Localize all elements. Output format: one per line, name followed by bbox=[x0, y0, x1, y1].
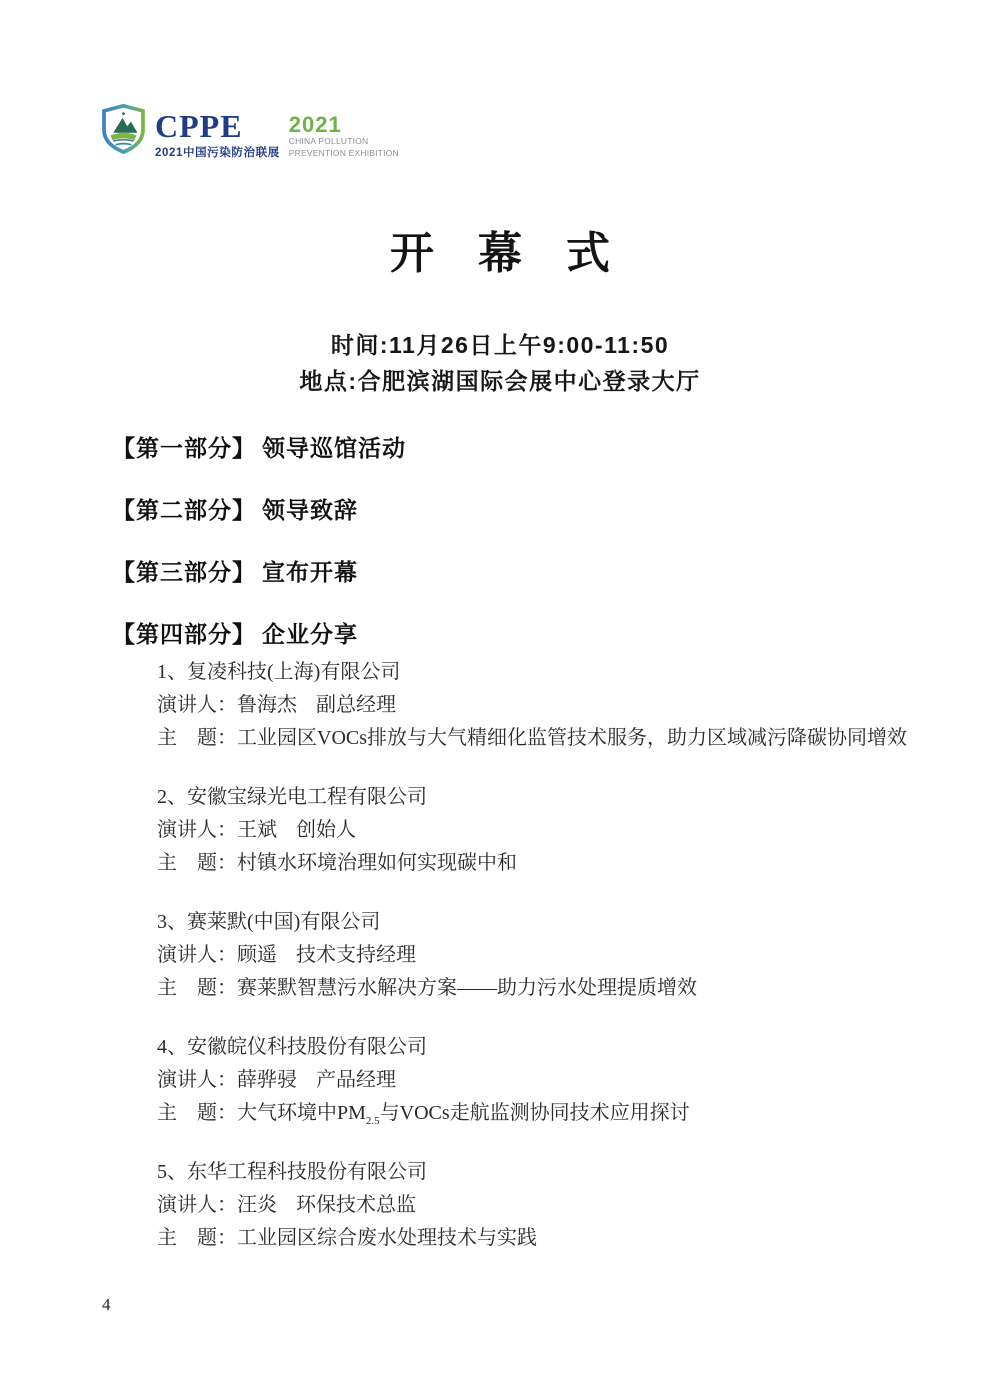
speaker-label: 演讲人： bbox=[157, 819, 237, 841]
agenda-item-1 bbox=[157, 656, 947, 763]
speaker-label: 演讲人： bbox=[157, 1194, 237, 1216]
agenda-item-4 bbox=[157, 1031, 947, 1138]
topic-line bbox=[157, 1097, 947, 1138]
section-part3-label: 【第三部分】 bbox=[112, 559, 256, 585]
speaker-name: 薛骅骎 bbox=[237, 1069, 297, 1091]
speaker-role: 副总经理 bbox=[316, 694, 396, 716]
speaker-label: 演讲人： bbox=[157, 944, 237, 966]
topic-label: 主 题： bbox=[157, 852, 237, 874]
section-part2-title: 领导致辞 bbox=[262, 497, 358, 523]
event-time: 时间:11月26日上午9:00-11:50 bbox=[330, 332, 670, 358]
speaker-label: 演讲人： bbox=[157, 1069, 237, 1091]
speaker-name: 汪炎 bbox=[237, 1194, 277, 1216]
speaker-role: 环保技术总监 bbox=[296, 1194, 416, 1216]
section-part1 bbox=[112, 430, 406, 463]
speaker-name: 王斌 bbox=[237, 819, 277, 841]
topic-text: 村镇水环境治理如何实现碳中和 bbox=[237, 852, 517, 874]
logo-en-line2: PREVENTION EXHIBITION bbox=[288, 147, 399, 158]
company-line bbox=[157, 906, 947, 939]
speaker-line bbox=[157, 814, 947, 847]
speaker-line bbox=[157, 1189, 947, 1222]
cppe-shield-icon bbox=[100, 103, 147, 155]
event-place: 地点:合肥滨湖国际会展中心登录大厅 bbox=[299, 368, 701, 394]
page-number: 4 bbox=[102, 1295, 111, 1314]
cppe-logo bbox=[100, 100, 399, 160]
topic-text: 工业园区VOCs排放与大气精细化监管技术服务，助力区域减污降碳协同增效 bbox=[237, 727, 908, 749]
topic-label: 主 题： bbox=[157, 977, 237, 999]
section-part3 bbox=[112, 554, 358, 587]
speaker-line bbox=[157, 1064, 947, 1097]
company-name: 安徽宝绿光电工程有限公司 bbox=[187, 786, 427, 808]
speaker-label: 演讲人： bbox=[157, 694, 237, 716]
company-name: 复凌科技(上海)有限公司 bbox=[187, 661, 401, 683]
speaker-line bbox=[157, 689, 947, 722]
speaker-role: 产品经理 bbox=[316, 1069, 396, 1091]
section-part1-title: 领导巡馆活动 bbox=[262, 435, 406, 461]
speaker-role: 技术支持经理 bbox=[296, 944, 416, 966]
item-number: 5、 bbox=[157, 1161, 187, 1183]
topic-subscript: 2.5 bbox=[365, 1115, 380, 1127]
topic-text-cont: 与VOCs走航监测协同技术应用探讨 bbox=[379, 1102, 690, 1124]
company-name: 赛莱默(中国)有限公司 bbox=[187, 911, 381, 933]
page-title: 开幕式 bbox=[390, 229, 654, 278]
item-number: 1、 bbox=[157, 661, 187, 683]
speaker-name: 顾遥 bbox=[237, 944, 277, 966]
company-name: 东华工程科技股份有限公司 bbox=[187, 1161, 427, 1183]
company-line bbox=[157, 781, 947, 814]
company-line bbox=[157, 1156, 947, 1189]
item-number: 3、 bbox=[157, 911, 187, 933]
item-number: 2、 bbox=[157, 786, 187, 808]
speaker-line bbox=[157, 939, 947, 972]
item-number: 4、 bbox=[157, 1036, 187, 1058]
topic-text: 赛莱默智慧污水解决方案——助力污水处理提质增效 bbox=[237, 977, 697, 999]
topic-label: 主 题： bbox=[157, 1227, 237, 1249]
section-part1-label: 【第一部分】 bbox=[112, 435, 256, 461]
topic-label: 主 题： bbox=[157, 1102, 237, 1124]
topic-label: 主 题： bbox=[157, 727, 237, 749]
topic-line bbox=[157, 847, 947, 888]
section-part4-label: 【第四部分】 bbox=[112, 621, 256, 647]
company-line bbox=[157, 1031, 947, 1064]
logo-year-block bbox=[288, 112, 399, 158]
company-line bbox=[157, 656, 947, 689]
section-part4-title: 企业分享 bbox=[262, 621, 358, 647]
logo-cn-line: 2021中国污染防治联展 bbox=[155, 147, 280, 159]
section-part4 bbox=[112, 616, 358, 649]
logo-text-block bbox=[155, 108, 280, 160]
section-part2 bbox=[112, 492, 358, 525]
topic-line bbox=[157, 722, 947, 763]
speaker-role: 创始人 bbox=[296, 819, 356, 841]
topic-text: 大气环境中PM bbox=[237, 1102, 366, 1124]
agenda-item-2 bbox=[157, 781, 947, 888]
section-part2-label: 【第二部分】 bbox=[112, 497, 256, 523]
speaker-name: 鲁海杰 bbox=[237, 694, 297, 716]
topic-line bbox=[157, 1222, 947, 1263]
event-meta bbox=[0, 327, 1000, 399]
agenda-item-5 bbox=[157, 1156, 947, 1263]
agenda-item-3 bbox=[157, 906, 947, 1013]
section-part3-title: 宣布开幕 bbox=[262, 559, 358, 585]
logo-en-line1: CHINA POLLUTION bbox=[288, 136, 369, 146]
topic-text: 工业园区综合废水处理技术与实践 bbox=[237, 1227, 537, 1249]
logo-year: 2021 bbox=[288, 112, 342, 137]
logo-acronym: CPPE bbox=[155, 108, 243, 144]
company-name: 安徽皖仪科技股份有限公司 bbox=[187, 1036, 427, 1058]
topic-line bbox=[157, 972, 947, 1013]
